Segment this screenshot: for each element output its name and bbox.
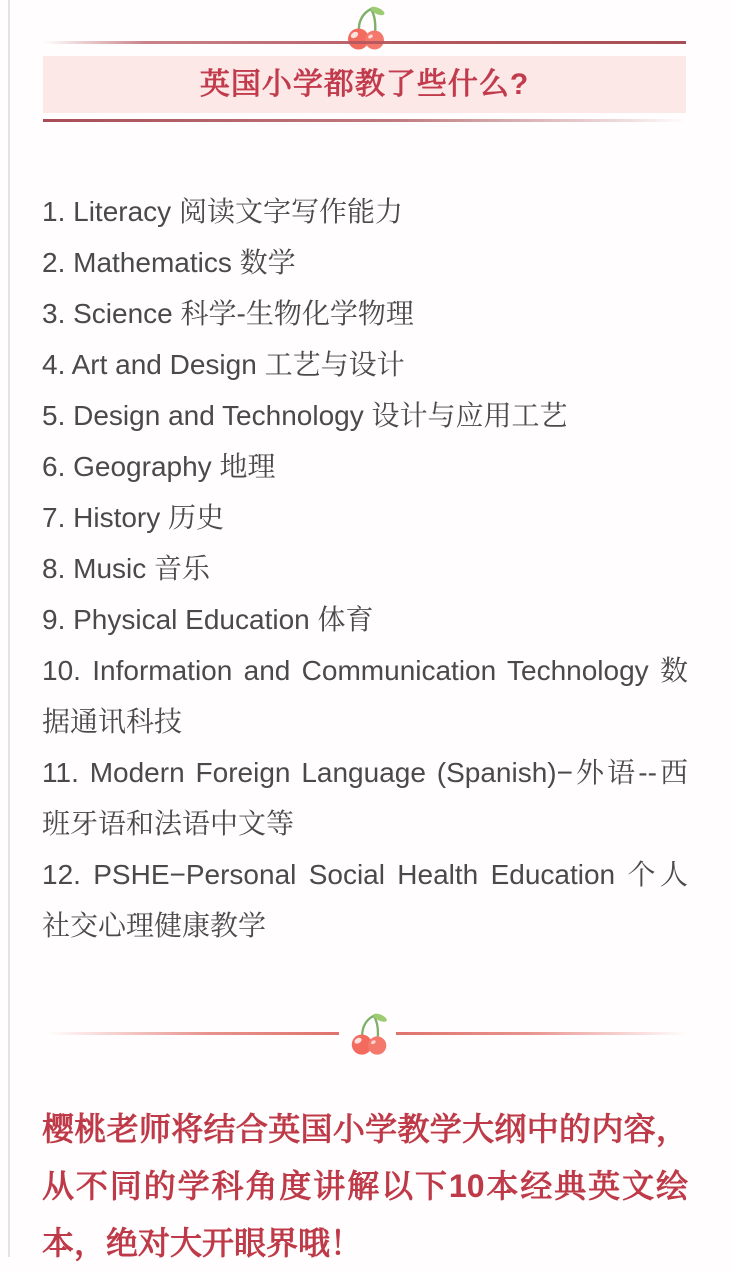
subject-item: 3. Science 科学-生物化学物理 bbox=[42, 298, 414, 329]
subject-item: 5. Design and Technology 设计与应用工艺 bbox=[42, 400, 568, 431]
subject-item: 12. PSHE−Personal Social Health Education 个人社交心理健康教学 bbox=[42, 859, 688, 941]
subject-item: 4. Art and Design 工艺与设计 bbox=[42, 349, 405, 380]
subject-item: 11. Modern Foreign Language (Spanish)−外语--西班牙语和法语中文等 bbox=[42, 757, 688, 839]
footer-note: 樱桃老师将结合英国小学教学大纲中的内容，从不同的学科角度讲解以下10本经典英文绘本，绝对大开眼界哦！ bbox=[42, 1111, 688, 1261]
divider-line-left bbox=[48, 1032, 339, 1035]
divider-line-right bbox=[396, 1032, 686, 1035]
subject-item: 2. Mathematics 数学 bbox=[42, 247, 296, 278]
section-divider bbox=[0, 1006, 730, 1070]
title-banner bbox=[43, 56, 686, 113]
subject-item: 1. Literacy 阅读文字写作能力 bbox=[42, 196, 403, 227]
subject-item: 8. Music 音乐 bbox=[42, 553, 211, 584]
cherries-icon bbox=[342, 3, 392, 53]
title-top-rule bbox=[44, 41, 686, 44]
subject-item: 6. Geography 地理 bbox=[42, 451, 276, 482]
subject-item: 7. History 历史 bbox=[42, 502, 225, 533]
cherries-icon bbox=[346, 1010, 394, 1058]
subject-item: 10. Information and Communication Technology 数据通讯科技 bbox=[42, 655, 688, 737]
page-title: 英国小学都教了些什么? bbox=[199, 68, 530, 101]
subject-item: 9. Physical Education 体育 bbox=[42, 604, 374, 635]
title-bottom-rule bbox=[43, 119, 686, 122]
subject-list bbox=[42, 186, 688, 951]
